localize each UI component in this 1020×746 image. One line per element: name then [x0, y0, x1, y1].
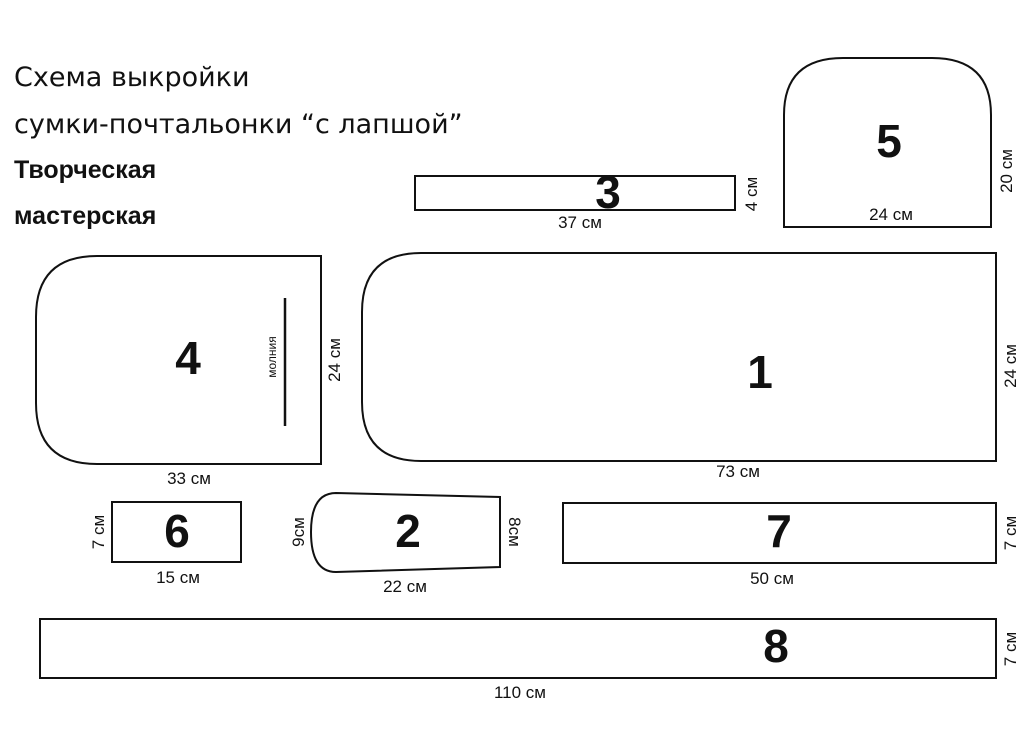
piece-1 [362, 253, 1020, 481]
piece-4 [36, 256, 344, 488]
piece-5 [784, 58, 1016, 227]
piece-4-number: 4 [175, 332, 201, 385]
piece-5-width: 24 см [869, 205, 913, 224]
piece-1-height: 24 см [1001, 344, 1020, 388]
piece-1-number: 1 [747, 346, 773, 399]
piece-5-height: 20 см [997, 149, 1016, 193]
piece-2-right-height: 8см [505, 517, 524, 547]
piece-7-number: 7 [766, 505, 792, 558]
piece-3 [415, 166, 761, 232]
studio-label-line1: Творческая [14, 156, 157, 184]
piece-8-number: 8 [763, 620, 789, 673]
piece-2-number: 2 [395, 505, 421, 558]
piece-2 [289, 493, 524, 596]
diagram-title-line1: Схема выкройки [14, 62, 250, 93]
piece-4-width: 33 см [167, 469, 211, 488]
piece-6 [89, 502, 241, 587]
piece-4-height: 24 см [325, 338, 344, 382]
piece-2-width: 22 см [383, 577, 427, 596]
piece-6-height: 7 см [89, 514, 108, 550]
piece-1-outline [362, 253, 996, 461]
piece-7 [563, 503, 1020, 588]
piece-8-height: 7 см [1001, 631, 1020, 667]
piece-8 [40, 619, 1020, 702]
piece-3-height: 4 см [742, 176, 761, 212]
diagram-title-line2: сумки-почтальонки “с лапшой” [14, 109, 463, 140]
piece-6-number: 6 [164, 505, 190, 558]
piece-6-width: 15 см [156, 568, 200, 587]
piece-8-outline [40, 619, 996, 678]
piece-3-number: 3 [595, 166, 621, 219]
piece-7-width: 50 см [750, 569, 794, 588]
piece-1-width: 73 см [716, 462, 760, 481]
piece-8-width: 110 см [493, 683, 547, 702]
studio-label-line2: мастерская [14, 202, 157, 230]
piece-3-outline [415, 176, 735, 210]
piece-5-number: 5 [876, 115, 902, 168]
zipper-note: молния [265, 336, 279, 378]
piece-2-left-height: 9см [289, 517, 308, 547]
piece-3-width: 37 см [558, 213, 602, 232]
piece-7-height: 7 см [1001, 515, 1020, 551]
